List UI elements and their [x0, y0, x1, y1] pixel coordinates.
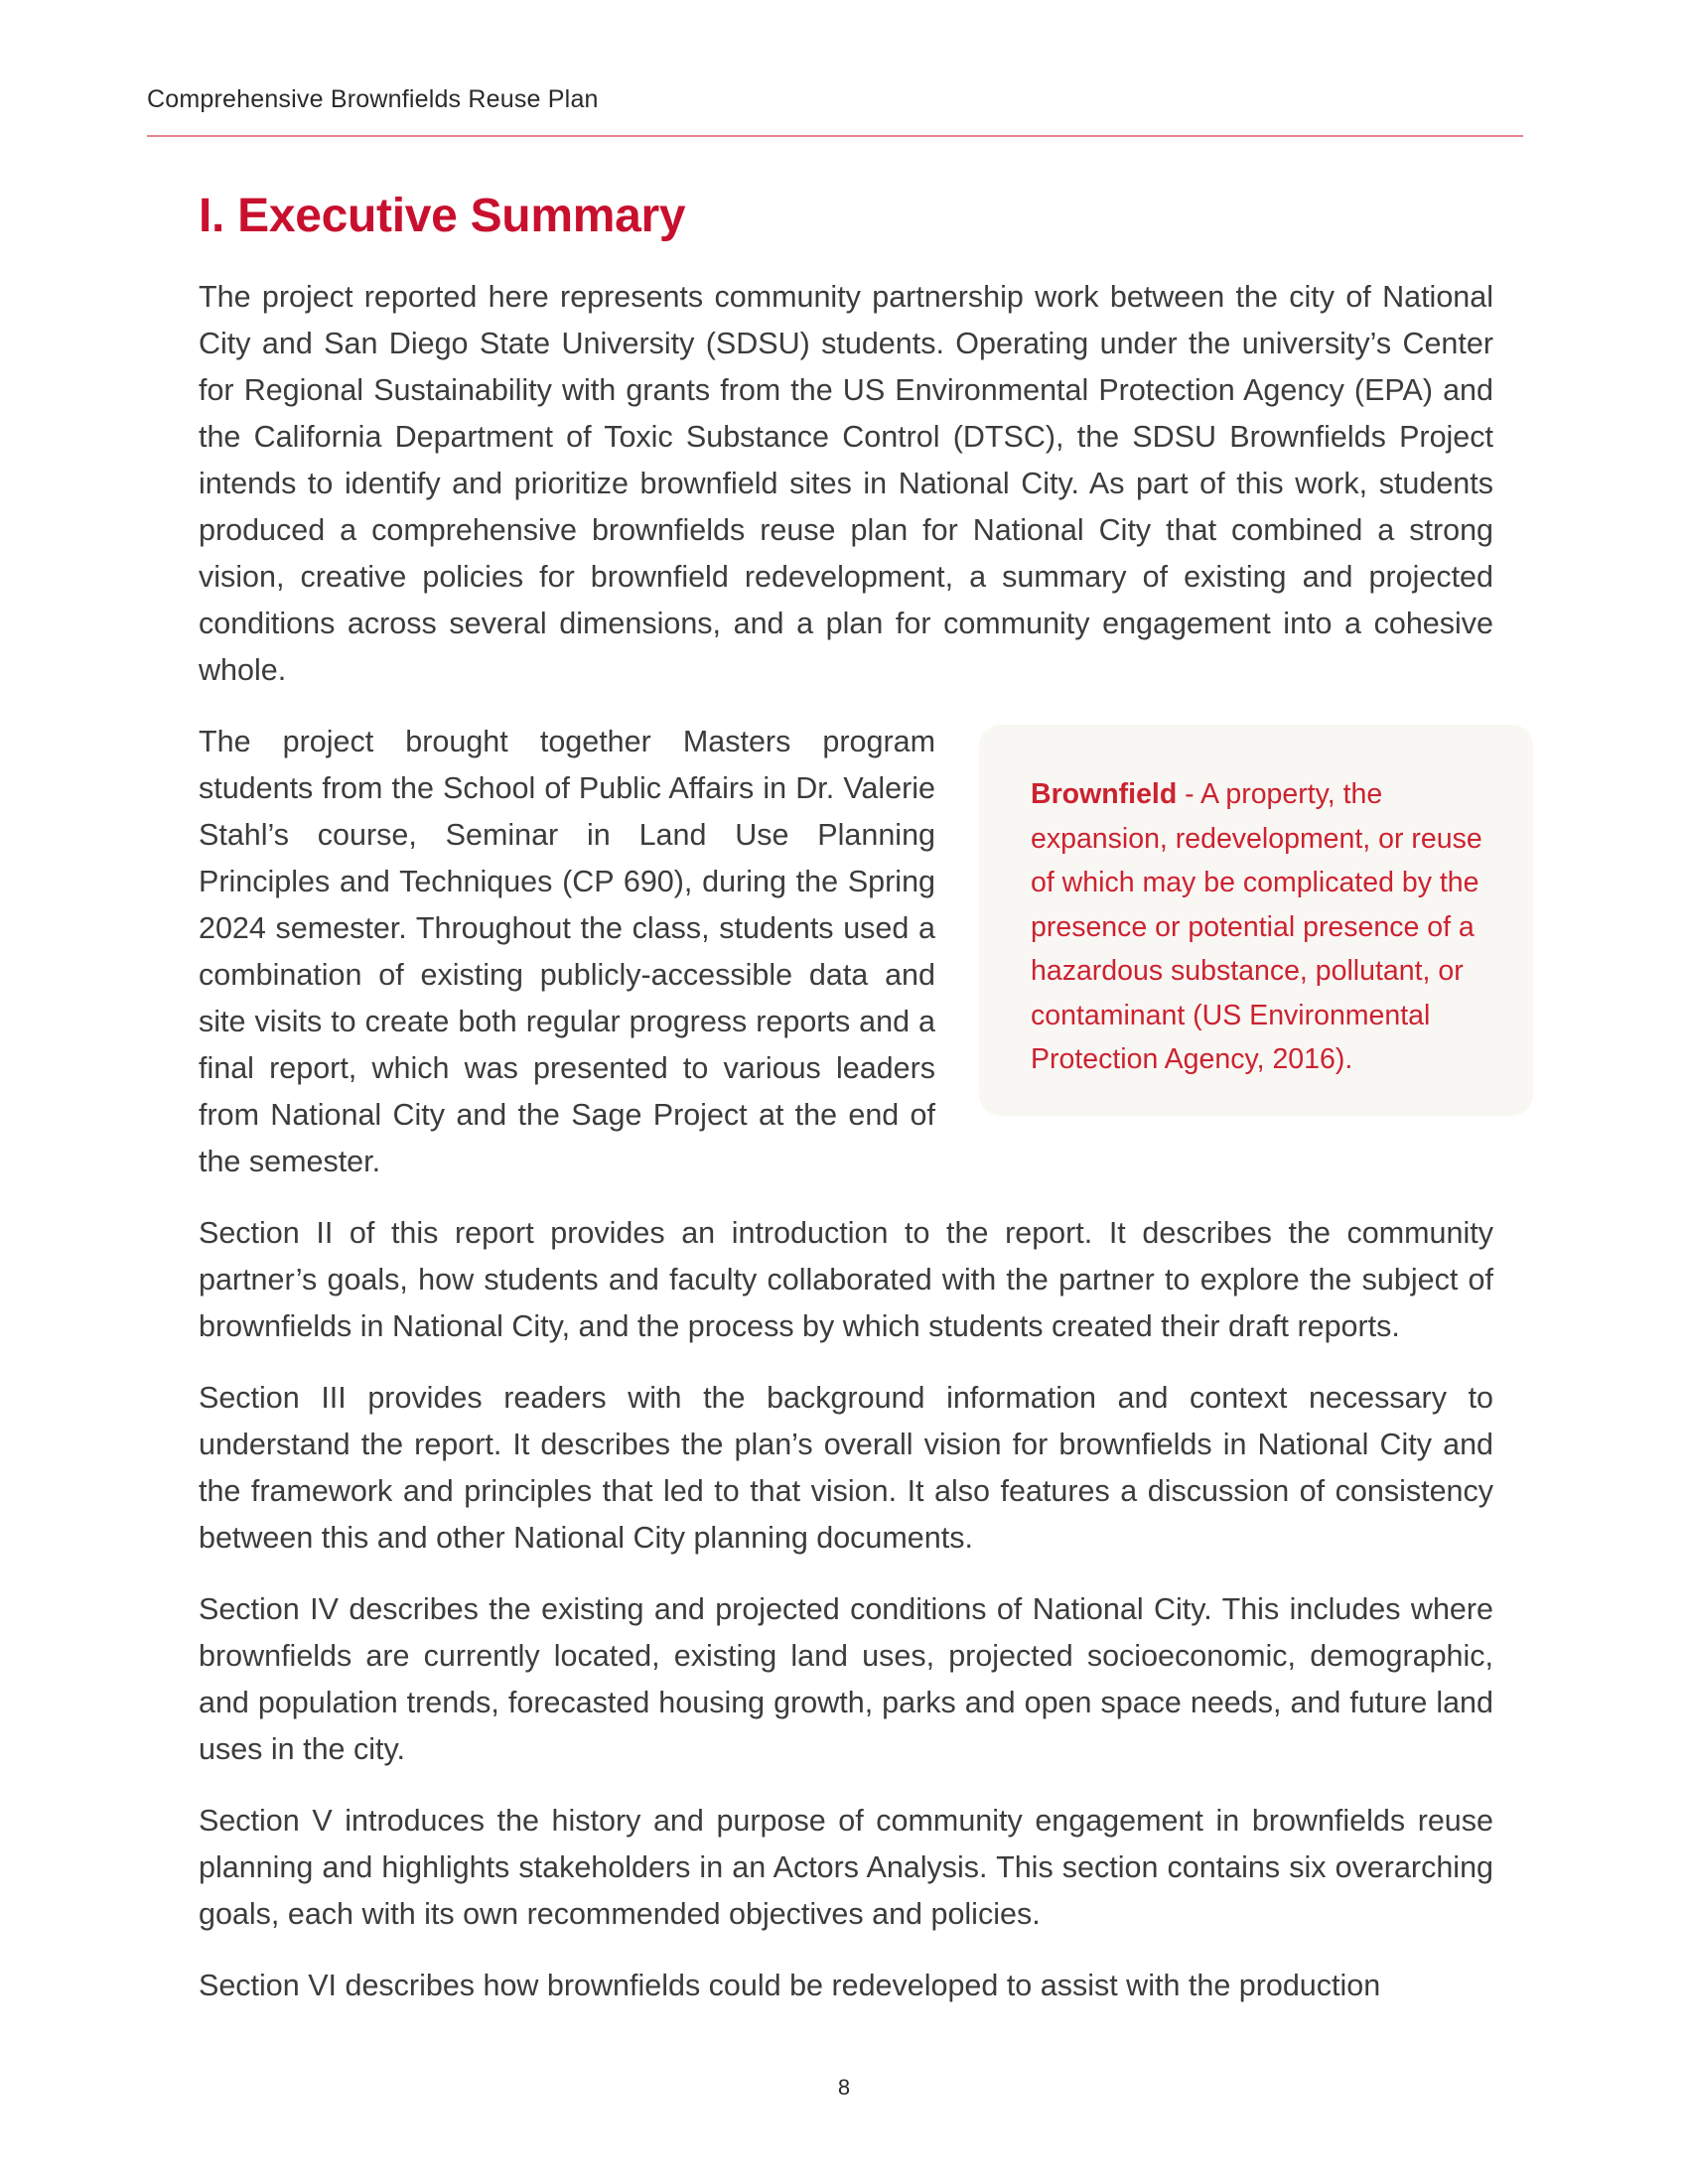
paragraph-project: The project brought together Masters program students from the School of Public Affairs in Dr. Valerie Stahl’s course, Seminar in Land Use Planning Principles and Techniques (CP 690), during the Spring 2024 semester. Throughout the class, students used a combination of existing publicly-accessible data and site visits to create both regular progress reports and a final report, which was presented to various leaders from National City and the Sage Project at the end of the semester.: [199, 725, 935, 1178]
callout-term: Brownfield: [1031, 778, 1178, 810]
definition-callout: [979, 725, 1533, 1116]
callout-definition: - A property, the expansion, redevelopment, or reuse of which may be complicated by the presence or potential presence of a hazardous substance, pollutant, or contaminant (US Environmental Protection Agency, 2016).: [1031, 778, 1482, 1075]
paragraph-intro: The project reported here represents community partnership work between the city of National City and San Diego State University (SDSU) students. Operating under the university’s Center for Regional Sustainability with grants from the US Environmental Protection Agency (EPA) and the California Department of Toxic Substance Control (DTSC), the SDSU Brownfields Project intends to identify and prioritize brownfield sites in National City. As part of this work, students produced a comprehensive brownfields reuse plan for National City that combined a strong vision, creative policies for brownfield redevelopment, a summary of existing and projected conditions across several dimensions, and a plan for community engagement into a cohesive whole.: [199, 280, 1493, 687]
paragraph-section-vi: Section VI describes how brownfields could be redeveloped to assist with the production: [199, 1969, 1381, 2002]
page-title: I. Executive Summary: [199, 190, 686, 242]
header-divider: [147, 135, 1523, 137]
running-header: Comprehensive Brownfields Reuse Plan: [147, 85, 599, 113]
page-number: 8: [837, 2075, 851, 2100]
paragraph-section-ii: Section II of this report provides an introduction to the report. It describes the community partner’s goals, how students and faculty collaborated with the partner to explore the subject of brownfields in National City, and the process by which students created their draft reports.: [199, 1216, 1493, 1343]
paragraph-section-v: Section V introduces the history and purpose of community engagement in brownfields reuse planning and highlights stakeholders in an Actors Analysis. This section contains six overarching goals, each with its own recommended objectives and policies.: [199, 1804, 1493, 1931]
paragraph-section-iii: Section III provides readers with the background information and context necessary to understand the report. It describes the plan’s overall vision for brownfields in National City and the framework and principles that led to that vision. It also features a discussion of consistency between this and other National City planning documents.: [199, 1381, 1493, 1555]
paragraph-section-iv: Section IV describes the existing and projected conditions of National City. This includes where brownfields are currently located, existing land uses, projected socioeconomic, demographic, and population trends, forecasted housing growth, parks and open space needs, and future land uses in the city.: [199, 1592, 1493, 1766]
body-text: [199, 274, 1493, 2034]
